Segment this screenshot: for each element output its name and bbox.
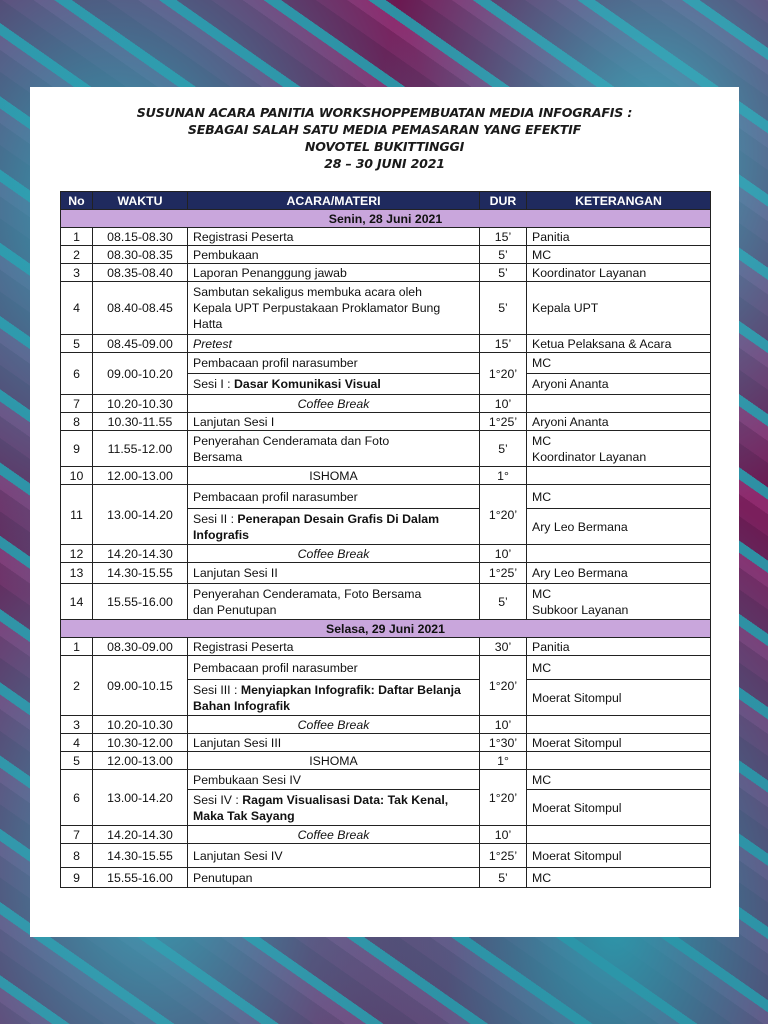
cell-no: 2 xyxy=(61,656,93,716)
cell-note xyxy=(527,584,711,620)
cell-dur: 5’ xyxy=(480,868,527,888)
cell-no: 10 xyxy=(61,467,93,485)
cell-no: 8 xyxy=(61,413,93,431)
cell-event: Laporan Penanggung jawab xyxy=(188,264,480,282)
cell-dur: 15’ xyxy=(480,228,527,246)
cell-note xyxy=(527,467,711,485)
cell-no: 4 xyxy=(61,734,93,752)
cell-no: 8 xyxy=(61,844,93,868)
cell-note: MC xyxy=(527,656,711,680)
cell-event: ISHOMA xyxy=(188,752,480,770)
session-prefix: Sesi II : xyxy=(193,511,238,526)
col-header-waktu: WAKTU xyxy=(93,192,188,210)
cell-note: Panitia xyxy=(527,228,711,246)
cell-no: 11 xyxy=(61,485,93,545)
title-line-3: NOVOTEL BUKITTINGGI xyxy=(304,139,465,154)
table-row xyxy=(61,716,711,734)
cell-no: 14 xyxy=(61,584,93,620)
cell-dur: 5’ xyxy=(480,431,527,467)
cell-note: Koordinator Layanan xyxy=(527,264,711,282)
cell-note: MC xyxy=(527,246,711,264)
cell-time: 14.20-14.30 xyxy=(93,545,188,563)
cell-time: 14.20-14.30 xyxy=(93,826,188,844)
table-row xyxy=(61,752,711,770)
cell-time: 13.00-14.20 xyxy=(93,485,188,545)
table-row xyxy=(61,844,711,868)
cell-no: 7 xyxy=(61,826,93,844)
cell-no: 12 xyxy=(61,545,93,563)
table-row xyxy=(61,638,711,656)
cell-dur: 1°25’ xyxy=(480,563,527,584)
cell-time: 08.40-08.45 xyxy=(93,282,188,335)
event-line: Penyerahan Cenderamata dan Foto xyxy=(193,433,390,448)
cell-dur: 15’ xyxy=(480,335,527,353)
cell-event: Penutupan xyxy=(188,868,480,888)
cell-note: Ketua Pelaksana & Acara xyxy=(527,335,711,353)
session-title: Penerapan Desain Grafis Di Dalam Infografis xyxy=(193,511,440,542)
cell-dur: 1°25’ xyxy=(480,413,527,431)
cell-time: 12.00-13.00 xyxy=(93,467,188,485)
table-row xyxy=(61,282,711,335)
cell-note xyxy=(527,545,711,563)
cell-time: 09.00-10.15 xyxy=(93,656,188,716)
table-row xyxy=(61,584,711,620)
table-row xyxy=(61,563,711,584)
cell-event: Lanjutan Sesi IV xyxy=(188,844,480,868)
table-row xyxy=(61,335,711,353)
cell-no: 9 xyxy=(61,868,93,888)
col-header-no: No xyxy=(61,192,93,210)
session-prefix: Sesi I : xyxy=(193,377,235,391)
cell-dur: 1°30’ xyxy=(480,734,527,752)
cell-time: 10.20-10.30 xyxy=(93,395,188,413)
cell-event xyxy=(188,282,480,335)
cell-event xyxy=(188,431,480,467)
cell-no: 1 xyxy=(61,228,93,246)
col-header-dur: DUR xyxy=(480,192,527,210)
cell-note: MC xyxy=(527,770,711,790)
event-line: Hatta xyxy=(193,317,223,331)
note-line: Subkoor Layanan xyxy=(532,602,629,617)
cell-dur: 1°20’ xyxy=(480,656,527,716)
cell-time: 09.00-10.20 xyxy=(93,353,188,395)
cell-note xyxy=(527,752,711,770)
cell-dur: 30’ xyxy=(480,638,527,656)
cell-dur: 1° xyxy=(480,752,527,770)
cell-no: 6 xyxy=(61,353,93,395)
event-line: dan Penutupan xyxy=(193,602,277,617)
cell-time: 08.15-08.30 xyxy=(93,228,188,246)
cell-time: 10.30-12.00 xyxy=(93,734,188,752)
table-row xyxy=(61,826,711,844)
table-row xyxy=(61,228,711,246)
cell-no: 5 xyxy=(61,752,93,770)
note-line: Koordinator Layanan xyxy=(532,449,647,464)
cell-time: 12.00-13.00 xyxy=(93,752,188,770)
cell-note: MC xyxy=(527,485,711,509)
cell-note xyxy=(527,826,711,844)
note-line: MC xyxy=(532,433,552,448)
session-prefix: Sesi III : xyxy=(193,682,241,697)
cell-time: 14.30-15.55 xyxy=(93,563,188,584)
cell-dur: 1°20’ xyxy=(480,353,527,395)
cell-dur: 1° xyxy=(480,467,527,485)
cell-note: MC xyxy=(527,353,711,374)
document-page xyxy=(30,87,739,937)
cell-no: 13 xyxy=(61,563,93,584)
day-label: Senin, 28 Juni 2021 xyxy=(61,210,711,228)
cell-event: Coffee Break xyxy=(188,545,480,563)
cell-no: 3 xyxy=(61,716,93,734)
cell-note xyxy=(527,716,711,734)
cell-note: MC xyxy=(527,868,711,888)
event-line: Sambutan sekaligus membuka acara oleh xyxy=(193,285,422,299)
cell-note: Kepala UPT xyxy=(527,282,711,335)
table-row xyxy=(61,264,711,282)
day-header-row xyxy=(61,620,711,638)
table-row xyxy=(61,770,711,790)
cell-event xyxy=(188,374,480,395)
cell-note: Moerat Sitompul xyxy=(527,734,711,752)
cell-time: 15.55-16.00 xyxy=(93,868,188,888)
cell-time: 14.30-15.55 xyxy=(93,844,188,868)
cell-event: Pembukaan xyxy=(188,246,480,264)
day-header-row xyxy=(61,210,711,228)
session-prefix: Sesi IV : xyxy=(193,792,243,807)
table-row xyxy=(61,656,711,680)
cell-no: 4 xyxy=(61,282,93,335)
event-line: Penyerahan Cenderamata, Foto Bersama xyxy=(193,586,422,601)
cell-note: Moerat Sitompul xyxy=(527,844,711,868)
cell-event: Pretest xyxy=(188,335,480,353)
cell-dur: 10’ xyxy=(480,395,527,413)
cell-dur: 1°25’ xyxy=(480,844,527,868)
table-row xyxy=(61,395,711,413)
title-line-4: 28 – 30 JUNI 2021 xyxy=(324,156,445,171)
cell-dur: 5’ xyxy=(480,264,527,282)
cell-no: 3 xyxy=(61,264,93,282)
event-line: Bersama xyxy=(193,449,243,464)
table-row xyxy=(61,246,711,264)
cell-note: Aryoni Ananta xyxy=(527,413,711,431)
cell-event xyxy=(188,509,480,545)
cell-note: Moerat Sitompul xyxy=(527,680,711,716)
cell-time: 15.55-16.00 xyxy=(93,584,188,620)
document-title xyxy=(30,104,739,172)
table-row xyxy=(61,353,711,374)
cell-event: Lanjutan Sesi II xyxy=(188,563,480,584)
table-row xyxy=(61,868,711,888)
cell-event: Registrasi Peserta xyxy=(188,228,480,246)
day-label: Selasa, 29 Juni 2021 xyxy=(61,620,711,638)
table-row xyxy=(61,431,711,467)
schedule-table xyxy=(60,191,711,888)
session-title: Menyiapkan Infografik: Daftar Belanja Bahan Infografik xyxy=(193,682,461,713)
table-row xyxy=(61,467,711,485)
cell-dur: 5’ xyxy=(480,246,527,264)
table-row xyxy=(61,413,711,431)
cell-event xyxy=(188,584,480,620)
cell-note: Panitia xyxy=(527,638,711,656)
cell-event: Registrasi Peserta xyxy=(188,638,480,656)
table-row xyxy=(61,734,711,752)
note-line: MC xyxy=(532,586,552,601)
cell-time: 10.30-11.55 xyxy=(93,413,188,431)
cell-no: 2 xyxy=(61,246,93,264)
session-title: Ragam Visualisasi Data: Tak Kenal, Maka Tak Sayang xyxy=(193,792,449,823)
cell-note: Aryoni Ananta xyxy=(527,374,711,395)
cell-event: Pembacaan profil narasumber xyxy=(188,353,480,374)
cell-time: 08.35-08.40 xyxy=(93,264,188,282)
cell-dur: 10’ xyxy=(480,826,527,844)
event-line: Kepala UPT Perpustakaan Proklamator Bung xyxy=(193,301,441,315)
cell-event: Coffee Break xyxy=(188,826,480,844)
cell-event: Pembukaan Sesi IV xyxy=(188,770,480,790)
cell-time: 10.20-10.30 xyxy=(93,716,188,734)
cell-dur: 5’ xyxy=(480,282,527,335)
cell-event: Pembacaan profil narasumber xyxy=(188,656,480,680)
cell-dur: 5’ xyxy=(480,584,527,620)
cell-dur: 1°20’ xyxy=(480,485,527,545)
cell-no: 7 xyxy=(61,395,93,413)
cell-no: 9 xyxy=(61,431,93,467)
cell-event: Coffee Break xyxy=(188,716,480,734)
cell-event xyxy=(188,790,480,826)
cell-note xyxy=(527,431,711,467)
col-header-keterangan: KETERANGAN xyxy=(527,192,711,210)
cell-time: 11.55-12.00 xyxy=(93,431,188,467)
cell-note: Ary Leo Bermana xyxy=(527,509,711,545)
col-header-acara: ACARA/MATERI xyxy=(188,192,480,210)
cell-note: Moerat Sitompul xyxy=(527,790,711,826)
cell-no: 5 xyxy=(61,335,93,353)
cell-no: 6 xyxy=(61,770,93,826)
cell-time: 08.30-08.35 xyxy=(93,246,188,264)
cell-event: Lanjutan Sesi I xyxy=(188,413,480,431)
cell-time: 13.00-14.20 xyxy=(93,770,188,826)
cell-time: 08.45-09.00 xyxy=(93,335,188,353)
cell-event: Coffee Break xyxy=(188,395,480,413)
cell-dur: 10’ xyxy=(480,545,527,563)
table-header-row xyxy=(61,192,711,210)
cell-event xyxy=(188,680,480,716)
cell-note: Ary Leo Bermana xyxy=(527,563,711,584)
title-line-2: SEBAGAI SALAH SATU MEDIA PEMASARAN YANG EFEKTIF xyxy=(187,122,582,137)
cell-time: 08.30-09.00 xyxy=(93,638,188,656)
cell-event: ISHOMA xyxy=(188,467,480,485)
cell-note xyxy=(527,395,711,413)
title-line-1: SUSUNAN ACARA PANITIA WORKSHOPPEMBUATAN MEDIA INFOGRAFIS : xyxy=(136,105,633,120)
table-row xyxy=(61,545,711,563)
cell-no: 1 xyxy=(61,638,93,656)
cell-dur: 10’ xyxy=(480,716,527,734)
table-row xyxy=(61,485,711,509)
cell-event: Pembacaan profil narasumber xyxy=(188,485,480,509)
cell-event: Lanjutan Sesi III xyxy=(188,734,480,752)
session-title: Dasar Komunikasi Visual xyxy=(234,377,381,391)
cell-dur: 1°20’ xyxy=(480,770,527,826)
